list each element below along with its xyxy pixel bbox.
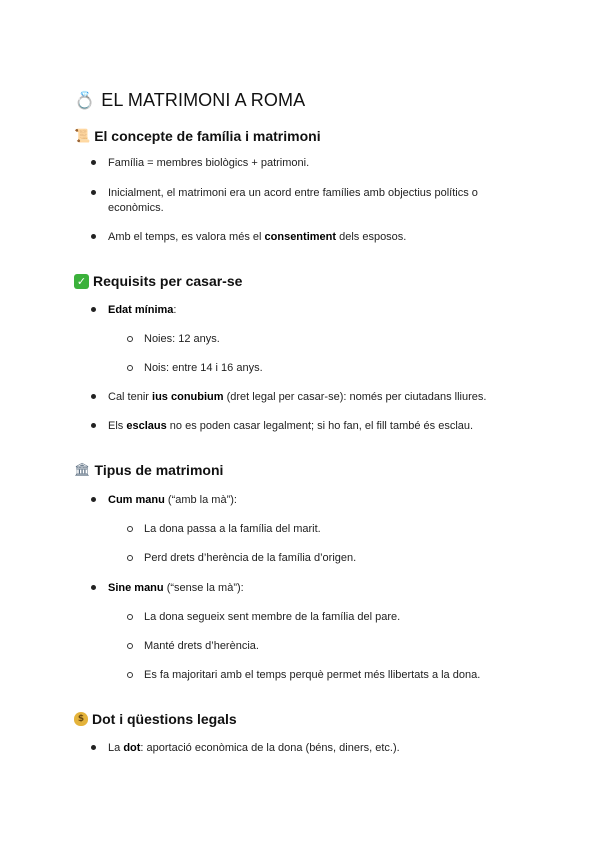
ring-icon: 💍 [74,90,96,111]
bold-term: Sine manu [108,582,164,594]
section-heading-text: Dot i qüestions legals [92,711,237,727]
text-run: Els [108,420,124,432]
section-heading-types [74,462,223,478]
bullet-circle [127,365,133,371]
list-item [108,389,486,405]
bullet-dot [91,190,96,195]
sub-list-item: Noies: 12 anys. [144,333,220,345]
bold-term: dot [123,742,141,754]
title-text: EL MATRIMONI A ROMA [101,90,306,110]
section-heading-text: El concepte de família i matrimoni [94,128,321,144]
bullet-circle [127,555,133,561]
text-run: Amb el temps, es valora més el [108,231,262,243]
classical-building-icon: 🏛 [74,462,91,478]
list-item [108,418,473,434]
bullet-dot [91,234,96,239]
text-run: dels esposos. [339,231,407,243]
money-bag-icon: $ [74,712,88,726]
list-item: Família = membres biològics + patrimoni. [108,157,310,169]
bold-term: Cum manu [108,494,165,506]
bullet-dot [91,423,96,428]
bullet-circle [127,526,133,532]
bullet-dot [91,585,96,590]
sub-list-item: La dona passa a la família del marit. [144,523,321,535]
sub-list-item: Perd drets d’herència de la família d’origen. [144,552,357,564]
bold-term: consentiment [264,231,337,243]
bullet-dot [91,745,96,750]
text-run: Cal tenir [108,391,149,403]
bold-term: esclaus [126,420,167,432]
bullet-dot [91,160,96,165]
check-mark-icon: ✓ [74,274,89,289]
section-heading-text: Tipus de matrimoni [94,462,224,478]
sub-list-item: La dona segueix sent membre de la família del pare. [144,611,401,623]
text-run: : [173,304,177,316]
section-heading-concept [74,128,321,144]
document-title [74,90,305,111]
sub-list-item: Es fa majoritari amb el temps perquè permet més llibertats a la dona. [144,669,481,681]
bullet-circle [127,643,133,649]
sub-list-item: Manté drets d’herència. [144,640,259,652]
bullet-dot [91,497,96,502]
bold-term: ius conubium [152,391,224,403]
list-item-continuation: econòmics. [108,202,164,214]
bullet-circle [127,672,133,678]
text-run: La [108,742,121,754]
bullet-dot [91,394,96,399]
section-heading-dowry [74,711,237,727]
bullet-circle [127,614,133,620]
text-run: (“sense la mà”): [166,582,244,594]
text-run: (“amb la mà”): [167,494,237,506]
scroll-icon: 📜 [74,128,91,144]
list-item [108,302,176,318]
list-item: Inicialment, el matrimoni era un acord entre famílies amb objectius polítics o [108,187,478,199]
list-item [108,740,400,756]
list-item [108,229,406,245]
section-heading-text: Requisits per casar-se [93,273,243,289]
section-heading-requirements [74,273,242,289]
bullet-dot [91,307,96,312]
bullet-circle [127,336,133,342]
list-item [108,492,237,508]
bold-term: Edat mínima [108,304,174,316]
text-run: (dret legal per casar-se): només per ciutadans lliures. [226,391,487,403]
text-run: : aportació econòmica de la dona (béns, diners, etc.). [140,742,400,754]
list-item [108,580,244,596]
text-run: no es poden casar legalment; si ho fan, el fill també és esclau. [169,420,474,432]
sub-list-item: Nois: entre 14 i 16 anys. [144,362,263,374]
